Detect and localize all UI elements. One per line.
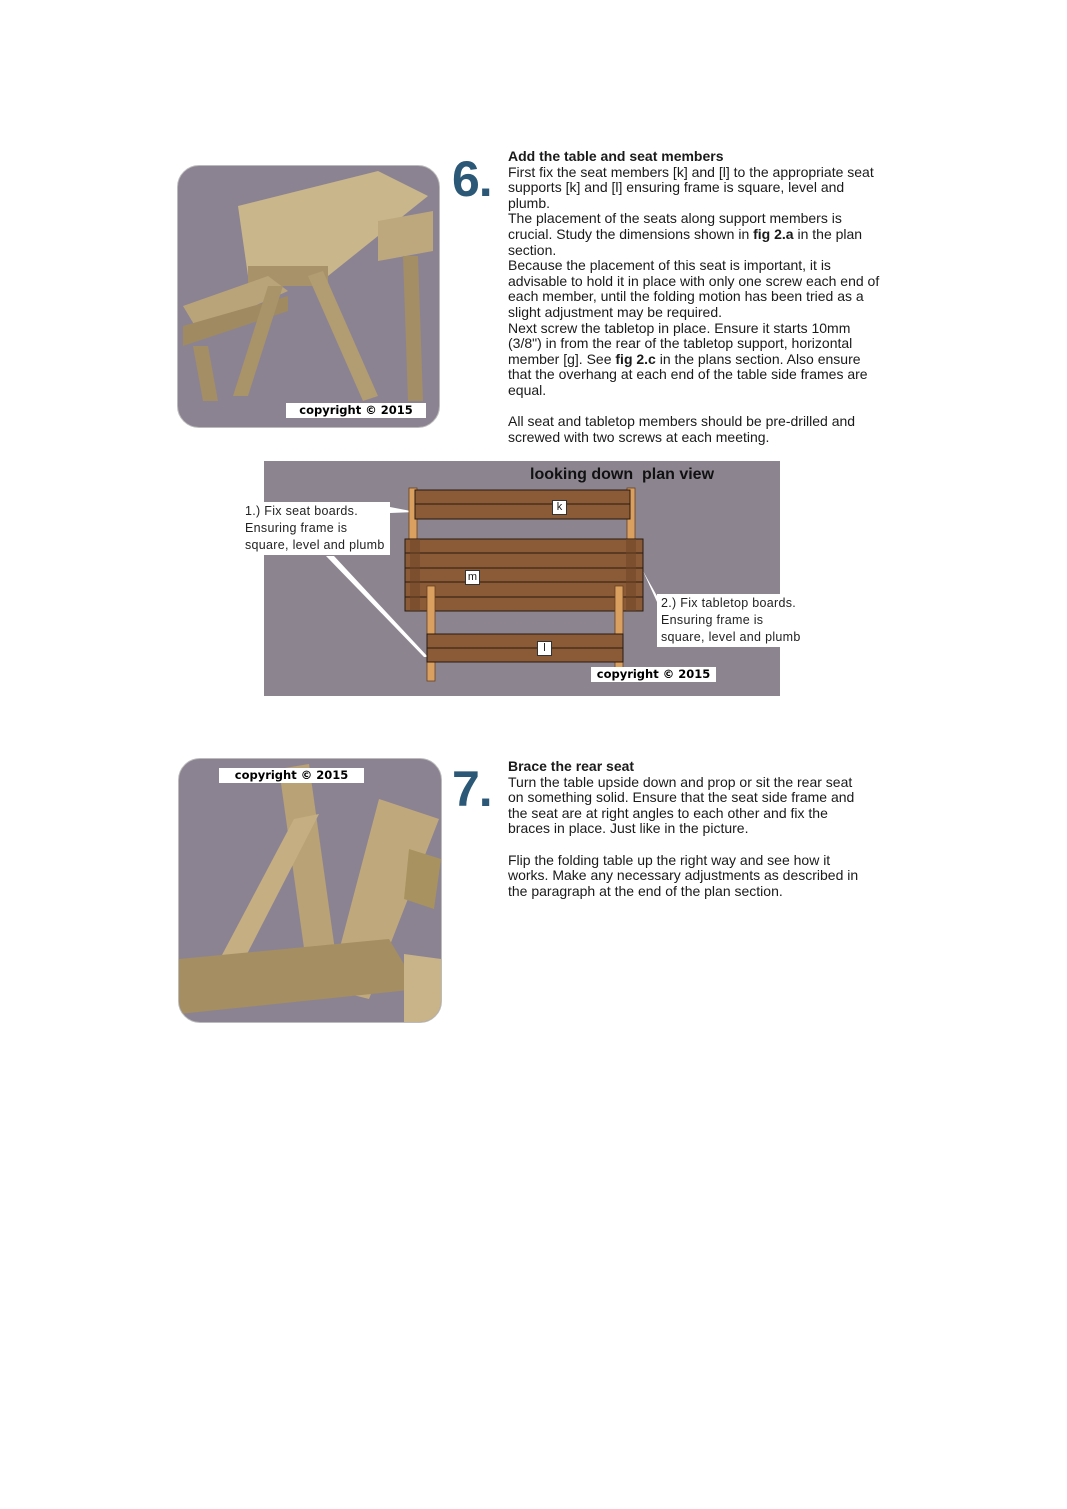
callout2-pointer (643, 571, 657, 602)
step6-paragraph: All seat and tabletop members should be pre-drilled and screwed with two screws at each meeting. (508, 413, 856, 445)
step7-text (508, 759, 880, 899)
tabletop-board-m (405, 553, 643, 568)
step6-heading: Add the table and seat members (508, 148, 724, 164)
callout-fix-tabletop-boards: 2.) Fix tabletop boards. Ensuring frame is square, level and plumb (657, 594, 806, 647)
tabletop-board-m (405, 539, 643, 553)
step6-text (508, 149, 880, 445)
diagram-copyright: copyright © 2015 (591, 667, 716, 682)
step6-paragraph: Because the placement of this seat is important, it is advisable to hold it in place with only one screw each end of each member, until the folding motion has been tried as a slight adjustment may be required. (508, 257, 880, 320)
step7-paragraph: Flip the folding table up the right way and see how it works. Make any necessary adjustments as described in the paragraph at the end of the plan section. (508, 851, 859, 899)
step7-number: 7. (452, 761, 492, 817)
step6-paragraph: Next screw the tabletop in place. Ensure it starts 10mm (3/8") in from the rear of the tabletop support, horizontal member [g]. See fig 2.c in the plans section. Also ensure that the overhang at each end of the table side frames are equal. (508, 319, 868, 398)
step6-paragraph: The placement of the seats along support members is crucial. Study the dimensions shown in fig 2.a in the plan section. (508, 210, 863, 258)
plan-view-diagram (245, 461, 801, 696)
label-m: m (465, 570, 480, 585)
label-k: k (552, 500, 567, 515)
seat-board-k (415, 504, 630, 519)
brace-illustration (179, 759, 441, 1022)
step7-photo (178, 758, 442, 1023)
step6-number: 6. (452, 151, 492, 207)
step7-heading: Brace the rear seat (508, 758, 635, 774)
photo-copyright: copyright © 2015 (286, 403, 426, 418)
step6-photo (177, 165, 440, 428)
tabletop-board-m (405, 568, 643, 582)
plan-view-drawing (264, 461, 780, 696)
picnic-table-illustration (178, 166, 439, 427)
step6-paragraph: First fix the seat members [k] and [l] to the appropriate seat supports [k] and [l] ensuring frame is square, level and plumb. (508, 163, 874, 211)
seat-board-l (427, 648, 623, 662)
tabletop-board-m (405, 582, 643, 597)
seat-board-k (415, 490, 630, 504)
step7-paragraph: Turn the table upside down and prop or sit the rear seat on something solid. Ensure that the seat side frame and the seat are at right angles to each other and fix the braces in place. Just like in the picture. (508, 773, 855, 837)
photo-copyright: copyright © 2015 (219, 768, 364, 783)
diagram-title: looking down plan view (530, 466, 715, 483)
callout-fix-seat-boards: 1.) Fix seat boards. Ensuring frame is square, level and plumb (241, 502, 390, 555)
tabletop-board-m (405, 597, 643, 611)
seat-board-l (427, 634, 623, 648)
label-l: l (537, 641, 552, 656)
